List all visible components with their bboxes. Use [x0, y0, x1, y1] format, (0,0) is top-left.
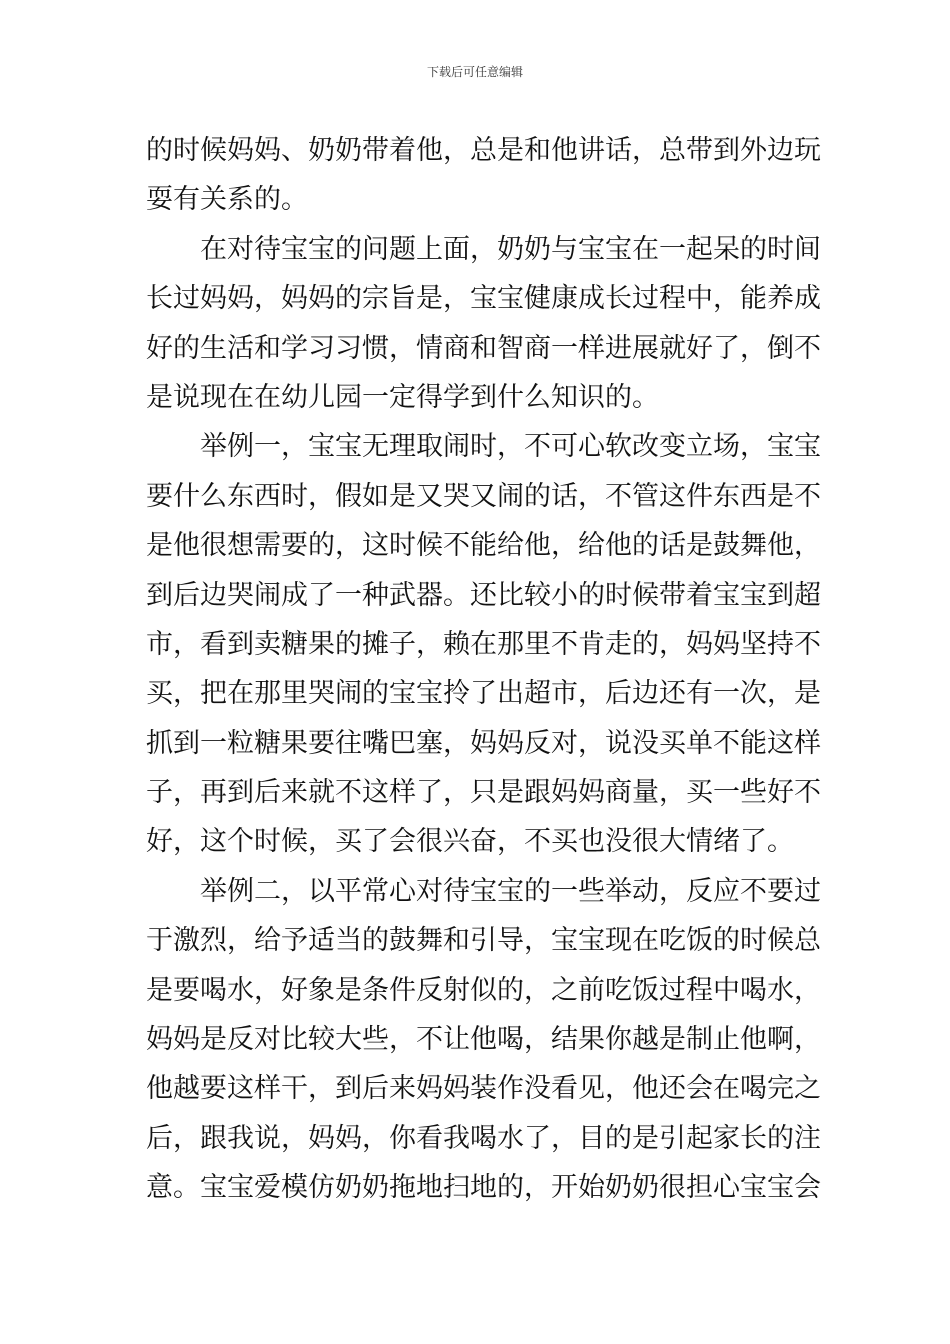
- paragraph-first-line: 举例一，宝宝无理取闹时，不可心软改变立场，宝宝: [200, 431, 821, 463]
- text-line: 买，把在那里哭闹的宝宝拎了出超市，后边还有一次，是: [146, 678, 821, 710]
- text-line: 好的生活和学习习惯，情商和智商一样进展就好了，倒不: [146, 332, 821, 364]
- text-line: 抓到一粒糖果要往嘴巴塞，妈妈反对，说没买单不能这样: [146, 727, 821, 759]
- page-header: 下载后可任意编辑: [426, 65, 523, 79]
- text-line: 耍有关系的。: [146, 184, 308, 216]
- text-line: 要什么东西时，假如是又哭又闹的话，不管这件东西是不: [146, 480, 821, 512]
- text-line: 的时候妈妈、奶奶带着他，总是和他讲话，总带到外边玩: [146, 135, 821, 166]
- text-line: 于激烈，给予适当的鼓舞和引导，宝宝现在吃饭的时候总: [146, 925, 821, 957]
- text-line: 后，跟我说，妈妈，你看我喝水了，目的是引起家长的注: [146, 1122, 821, 1154]
- text-line: 是要喝水，好象是条件反射似的，之前吃饭过程中喝水，: [146, 974, 821, 1006]
- text-line: 到后边哭闹成了一种武器。还比较小的时候带着宝宝到超: [146, 579, 821, 611]
- document-body: [146, 126, 821, 1213]
- text-line: 是说现在在幼儿园一定得学到什么知识的。: [146, 381, 659, 413]
- text-line: 他越要这样干，到后来妈妈装作没看见，他还会在喝完之: [146, 1073, 821, 1105]
- paragraph-first-line: 举例二，以平常心对待宝宝的一些举动，反应不要过: [200, 875, 821, 907]
- text-line: 意。宝宝爱模仿奶奶拖地扫地的，开始奶奶很担心宝宝会: [146, 1172, 821, 1204]
- text-line: 子，再到后来就不这样了，只是跟妈妈商量，买一些好不: [146, 777, 821, 809]
- text-line: 市，看到卖糖果的摊子，赖在那里不肯走的，妈妈坚持不: [146, 628, 821, 660]
- text-line: 是他很想需要的，这时候不能给他，给他的话是鼓舞他，: [146, 530, 821, 562]
- text-line: 好，这个时候，买了会很兴奋，不买也没很大情绪了。: [146, 826, 794, 858]
- text-line: 长过妈妈，妈妈的宗旨是，宝宝健康成长过程中，能养成: [146, 283, 821, 315]
- paragraph-first-line: 在对待宝宝的问题上面，奶奶与宝宝在一起呆的时间: [200, 233, 821, 265]
- text-line: 妈妈是反对比较大些，不让他喝，结果你越是制止他啊，: [146, 1024, 821, 1056]
